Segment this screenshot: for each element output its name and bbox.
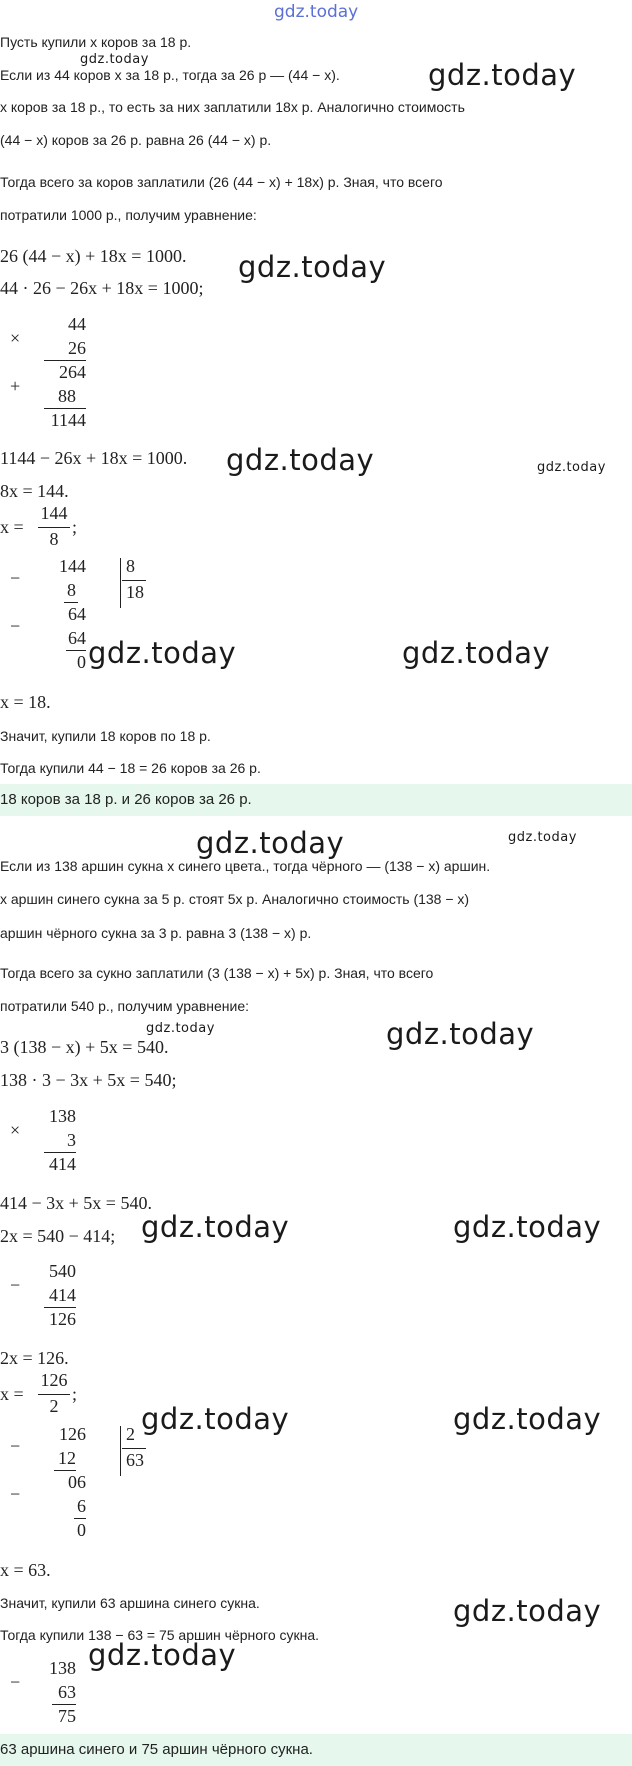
equation: 138 · 3 − 3x + 5x = 540; [0, 1070, 177, 1090]
rule [64, 602, 78, 603]
minus-sign: − [10, 1484, 21, 1504]
rule [44, 408, 86, 409]
plus-sign: + [10, 376, 21, 396]
text-line: Тогда всего за коров заплатили (26 (44 − x) + 18x) р. Зная, что всего [0, 174, 443, 190]
watermark: gdz.today [196, 826, 345, 860]
remainder: 06 [68, 1472, 86, 1492]
minus-sign: − [10, 616, 21, 636]
fraction-bar [38, 527, 70, 528]
text-line: Значит, купили 18 коров по 18 р. [0, 728, 211, 744]
fraction-numerator: 144 [40, 503, 68, 523]
partial-product: 264 [59, 362, 86, 382]
watermark: gdz.today [141, 1210, 290, 1244]
equation-lhs: x = [0, 1384, 24, 1404]
subtrahend: 63 [58, 1682, 76, 1702]
minuend: 138 [49, 1658, 76, 1678]
text-line: (44 − x) коров за 26 р. равна 26 (44 − x) р. [0, 132, 272, 148]
rule [44, 1307, 76, 1308]
watermark: gdz.today [453, 1210, 602, 1244]
text-line: Пусть купили x коров за 18 р. [0, 34, 192, 50]
watermark: gdz.today [88, 1638, 237, 1672]
text-line: Тогда купили 44 − 18 = 26 коров за 26 р. [0, 760, 261, 776]
answer-text: 18 коров за 18 р. и 26 коров за 26 р. [0, 791, 252, 808]
divisor: 2 [126, 1424, 135, 1444]
partial-product: 88 [58, 386, 76, 406]
watermark: gdz.today [88, 636, 237, 670]
mult-operand: 44 [68, 314, 86, 334]
division-bracket [120, 1426, 121, 1476]
text-line: аршин чёрного сукна за 3 р. равна 3 (138 − x) р. [0, 925, 312, 941]
equation: 3 (138 − x) + 5x = 540. [0, 1037, 169, 1057]
quotient: 18 [126, 582, 144, 602]
mult-operand: 3 [67, 1130, 76, 1150]
product: 1144 [50, 410, 86, 430]
answer-box [0, 1734, 632, 1766]
fraction-denominator: 2 [49, 1396, 59, 1416]
rule [122, 580, 146, 581]
answer-box [0, 784, 632, 816]
subtrahend: 414 [49, 1285, 76, 1305]
rule [66, 650, 86, 651]
punct: ; [72, 1384, 78, 1404]
divisor: 8 [126, 556, 135, 576]
mult-operand: 138 [49, 1106, 76, 1126]
text-line: x коров за 18 р., то есть за них заплатили 18x р. Аналогично стоимость [0, 99, 465, 115]
difference: 75 [58, 1706, 76, 1726]
watermark: gdz.today [402, 636, 551, 670]
equation: 8x = 144. [0, 481, 69, 501]
fraction-denominator: 8 [49, 529, 59, 549]
dividend: 144 [59, 556, 86, 576]
division-bracket [120, 558, 121, 608]
watermark: gdz.today [537, 460, 606, 475]
watermark: gdz.today [453, 1402, 602, 1436]
equation: 1144 − 26x + 18x = 1000. [0, 448, 188, 468]
remainder: 0 [77, 652, 86, 672]
minuend: 540 [49, 1261, 76, 1281]
text-line: Значит, купили 63 аршина синего сукна. [0, 1595, 260, 1611]
minus-sign: − [10, 568, 21, 588]
watermark: gdz.today [386, 1017, 535, 1051]
subtrahend: 12 [58, 1448, 76, 1468]
rule [52, 1704, 76, 1705]
watermark: gdz.today [508, 830, 577, 845]
text-line: x аршин синего сукна за 5 р. стоят 5x р. Аналогично стоимость (138 − x) [0, 891, 470, 907]
quotient: 63 [126, 1450, 144, 1470]
text-line: Тогда всего за сукно заплатили (3 (138 − x) + 5x) р. Зная, что всего [0, 965, 434, 981]
remainder: 0 [77, 1520, 86, 1540]
rule [74, 1518, 86, 1519]
equation: 414 − 3x + 5x = 540. [0, 1193, 152, 1213]
difference: 126 [49, 1309, 76, 1329]
punct: ; [72, 517, 78, 537]
rule [44, 1152, 76, 1153]
subtrahend: 64 [68, 628, 86, 648]
text-line: потратили 540 р., получим уравнение: [0, 998, 250, 1014]
site-logo[interactable]: gdz.today [274, 2, 359, 22]
equation: 26 (44 − x) + 18x = 1000. [0, 246, 187, 266]
text-line: потратили 1000 р., получим уравнение: [0, 207, 257, 223]
equation: 2x = 126. [0, 1348, 69, 1368]
rule [54, 1470, 76, 1471]
watermark: gdz.today [428, 58, 577, 92]
remainder: 64 [68, 604, 86, 624]
product: 414 [49, 1154, 76, 1174]
equation: 44 · 26 − 26x + 18x = 1000; [0, 278, 204, 298]
multiply-sign: × [10, 328, 21, 348]
minus-sign: − [10, 1672, 21, 1692]
equation-lhs: x = [0, 517, 24, 537]
subtrahend: 8 [67, 580, 76, 600]
watermark: gdz.today [453, 1594, 602, 1628]
answer-text: 63 аршина синего и 75 аршин чёрного сукна. [0, 1741, 313, 1758]
fraction-bar [38, 1394, 70, 1395]
watermark: gdz.today [238, 250, 387, 284]
dividend: 126 [59, 1424, 86, 1444]
multiply-sign: × [10, 1120, 21, 1140]
equation: 2x = 540 − 414; [0, 1226, 116, 1246]
watermark: gdz.today [141, 1402, 290, 1436]
rule [122, 1448, 146, 1449]
text-line: Тогда купили 138 − 63 = 75 аршин чёрного сукна. [0, 1627, 320, 1643]
rule [44, 360, 86, 361]
text-line: Если из 138 аршин сукна x синего цвета., тогда чёрного — (138 − x) аршин. [0, 858, 491, 874]
mult-operand: 26 [68, 338, 86, 358]
minus-sign: − [10, 1436, 21, 1456]
equation: x = 18. [0, 692, 51, 712]
subtrahend: 6 [77, 1496, 86, 1516]
watermark: gdz.today [226, 443, 375, 477]
minus-sign: − [10, 1275, 21, 1295]
equation: x = 63. [0, 1560, 51, 1580]
fraction-numerator: 126 [40, 1370, 68, 1390]
watermark: gdz.today [146, 1021, 215, 1036]
watermark: gdz.today [80, 52, 149, 67]
text-line: Если из 44 коров x за 18 р., тогда за 26 р — (44 − x). [0, 67, 340, 83]
